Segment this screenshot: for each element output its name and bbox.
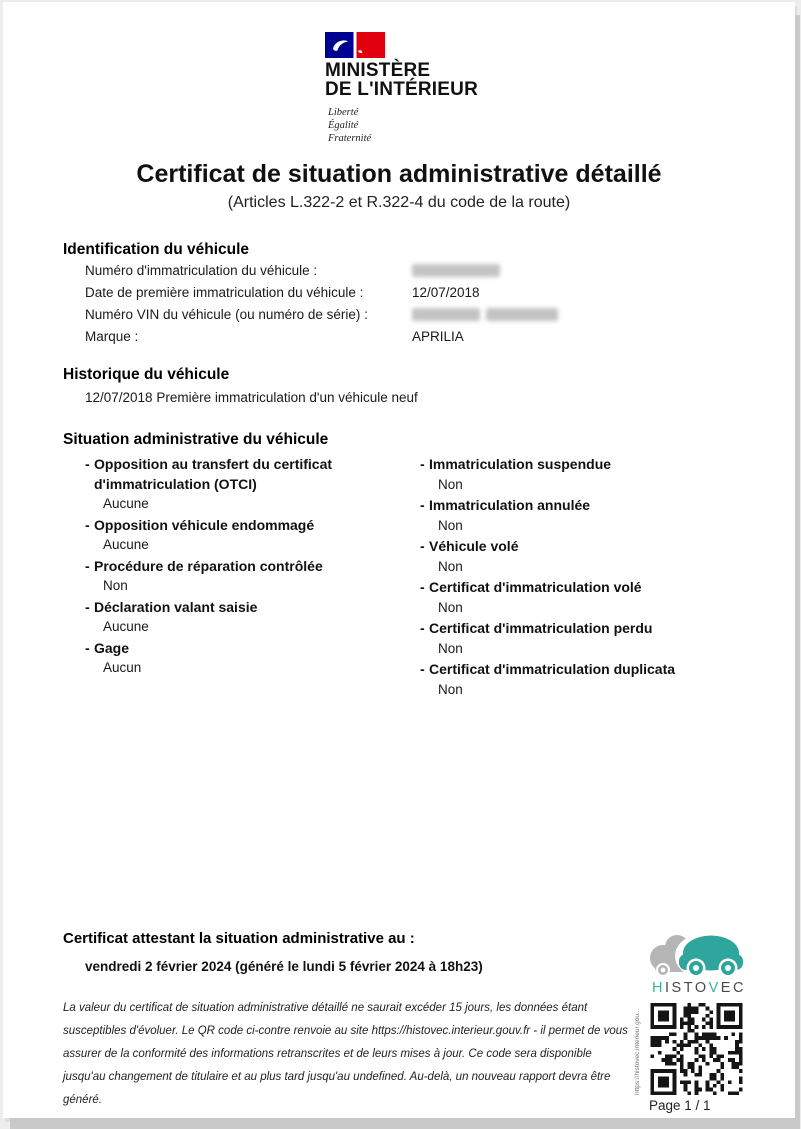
table-row	[85, 307, 725, 329]
attestation-heading: Certificat attestant la situation administrative au :	[63, 930, 415, 947]
status-label	[420, 660, 755, 680]
ministry-logo	[325, 32, 525, 145]
dash-bullet: -	[420, 620, 425, 636]
histovec-brand-text	[643, 980, 755, 996]
status-label-text: Certificat d'immatriculation volé	[429, 579, 642, 595]
dash-bullet: -	[85, 639, 90, 656]
brand-letter: H	[652, 980, 666, 996]
status-item	[85, 557, 420, 596]
brand-letters: EC	[720, 980, 746, 996]
status-label	[85, 557, 420, 577]
status-value: Non	[438, 517, 463, 533]
status-value: Aucun	[103, 660, 142, 675]
status-value: Non	[438, 640, 463, 656]
section-heading-status: Situation administrative du véhicule	[63, 431, 329, 448]
attestation-date: vendredi 2 février 2024 (généré le lundi 5 février 2024 à 18h23)	[85, 959, 483, 974]
status-label	[420, 537, 755, 557]
field-label: Date de première immatriculation du véhicule :	[85, 285, 364, 300]
status-value: Aucune	[103, 496, 149, 511]
status-item	[420, 619, 755, 658]
field-value: 12/07/2018	[412, 285, 480, 300]
status-label	[85, 516, 420, 536]
legal-notice: La valeur du certificat de situation administrative détaillé ne saurait excéder 15 jours, les données étant susceptibles d'évoluer. Le QR code ci-contre renvoie au site https://histovec.interieur.gouv.fr - il permet de vous assurer de la conformité des informations retranscrites et de leurs mises à jour. Ce code sera disponible jusqu'au changement de titulaire et au plus tard jusqu'au undefined. Au-delà, un nouveau rapport devra être généré.	[63, 1002, 628, 1106]
status-label-text: Opposition au transfert du certificat d'immatriculation (OTCI)	[94, 456, 333, 492]
field-value	[412, 263, 500, 278]
field-label: Numéro d'immatriculation du véhicule :	[85, 263, 318, 278]
french-flag-icon	[325, 32, 385, 58]
field-value	[412, 307, 558, 322]
dash-bullet: -	[420, 661, 425, 677]
status-item	[85, 455, 420, 514]
status-label-text: Déclaration valant saisie	[94, 598, 258, 615]
status-label-text: Certificat d'immatriculation perdu	[429, 620, 653, 636]
status-value: Non	[438, 599, 463, 615]
status-label-text: Immatriculation suspendue	[429, 456, 612, 472]
status-label	[420, 578, 755, 598]
status-column-right	[420, 455, 755, 701]
status-value: Non	[103, 578, 128, 593]
status-value: Aucune	[103, 619, 149, 634]
redacted-value	[412, 264, 500, 277]
dash-bullet: -	[420, 497, 425, 513]
status-label	[85, 639, 420, 659]
status-label-text: Opposition véhicule endommagé	[94, 516, 315, 533]
qr-code	[649, 1003, 744, 1095]
certificate-page	[3, 2, 795, 1118]
status-item	[420, 537, 755, 576]
motto-line: Fraternité	[328, 133, 372, 144]
table-row	[85, 263, 725, 285]
ministry-motto	[328, 106, 525, 145]
status-item	[420, 660, 755, 699]
field-label: Numéro VIN du véhicule (ou numéro de série) :	[85, 307, 368, 322]
table-row	[85, 285, 725, 307]
page-number: Page 1 / 1	[649, 1098, 711, 1113]
status-label	[420, 455, 755, 475]
status-item	[420, 455, 755, 494]
dash-bullet: -	[85, 557, 90, 574]
status-column-left	[85, 455, 420, 680]
dash-bullet: -	[85, 456, 90, 472]
status-item	[85, 516, 420, 555]
table-row	[85, 329, 725, 351]
status-item	[420, 578, 755, 617]
dash-bullet: -	[420, 456, 425, 472]
histovec-car-icon	[647, 932, 751, 978]
status-label	[420, 496, 755, 516]
ministry-name	[325, 61, 525, 99]
motto-line: Égalité	[328, 120, 359, 131]
dash-bullet: -	[420, 538, 425, 554]
dash-bullet: -	[85, 516, 90, 533]
status-item	[85, 639, 420, 678]
qr-side-url: https://histovec.interieur.gou...	[634, 1008, 641, 1095]
motto-line: Liberté	[328, 107, 359, 118]
status-label-text: Certificat d'immatriculation duplicata	[429, 661, 676, 677]
status-label	[85, 455, 420, 494]
status-value: Non	[438, 558, 463, 574]
section-heading-history: Historique du véhicule	[63, 366, 230, 383]
status-label-text: Gage	[94, 639, 130, 656]
redacted-value	[412, 308, 480, 321]
brand-letter: V	[708, 980, 721, 996]
dash-bullet: -	[420, 579, 425, 595]
ministry-name-line1: MINISTÈRE	[325, 60, 431, 81]
brand-letters: ISTO	[665, 980, 709, 996]
page-title: Certificat de situation administrative détaillé	[136, 160, 662, 188]
status-value: Non	[438, 681, 463, 697]
page-subtitle: (Articles L.322-2 et R.322-4 du code de la route)	[227, 194, 571, 211]
ministry-name-line2: DE L'INTÉRIEUR	[325, 79, 478, 100]
status-item	[85, 598, 420, 637]
status-label-text: Immatriculation annulée	[429, 497, 591, 513]
status-value: Aucune	[103, 537, 149, 552]
histovec-logo	[643, 932, 755, 996]
dash-bullet: -	[85, 598, 90, 615]
field-value: APRILIA	[412, 329, 464, 344]
status-item	[420, 496, 755, 535]
field-label: Marque :	[85, 329, 139, 344]
status-value: Non	[438, 476, 463, 492]
history-entry: 12/07/2018 Première immatriculation d'un véhicule neuf	[85, 390, 418, 405]
section-heading-identification: Identification du véhicule	[63, 241, 250, 258]
status-label	[420, 619, 755, 639]
identification-rows	[85, 263, 725, 351]
status-label-text: Procédure de réparation contrôlée	[94, 557, 323, 574]
status-label	[85, 598, 420, 618]
redacted-value	[486, 308, 558, 321]
status-label-text: Véhicule volé	[429, 538, 519, 554]
